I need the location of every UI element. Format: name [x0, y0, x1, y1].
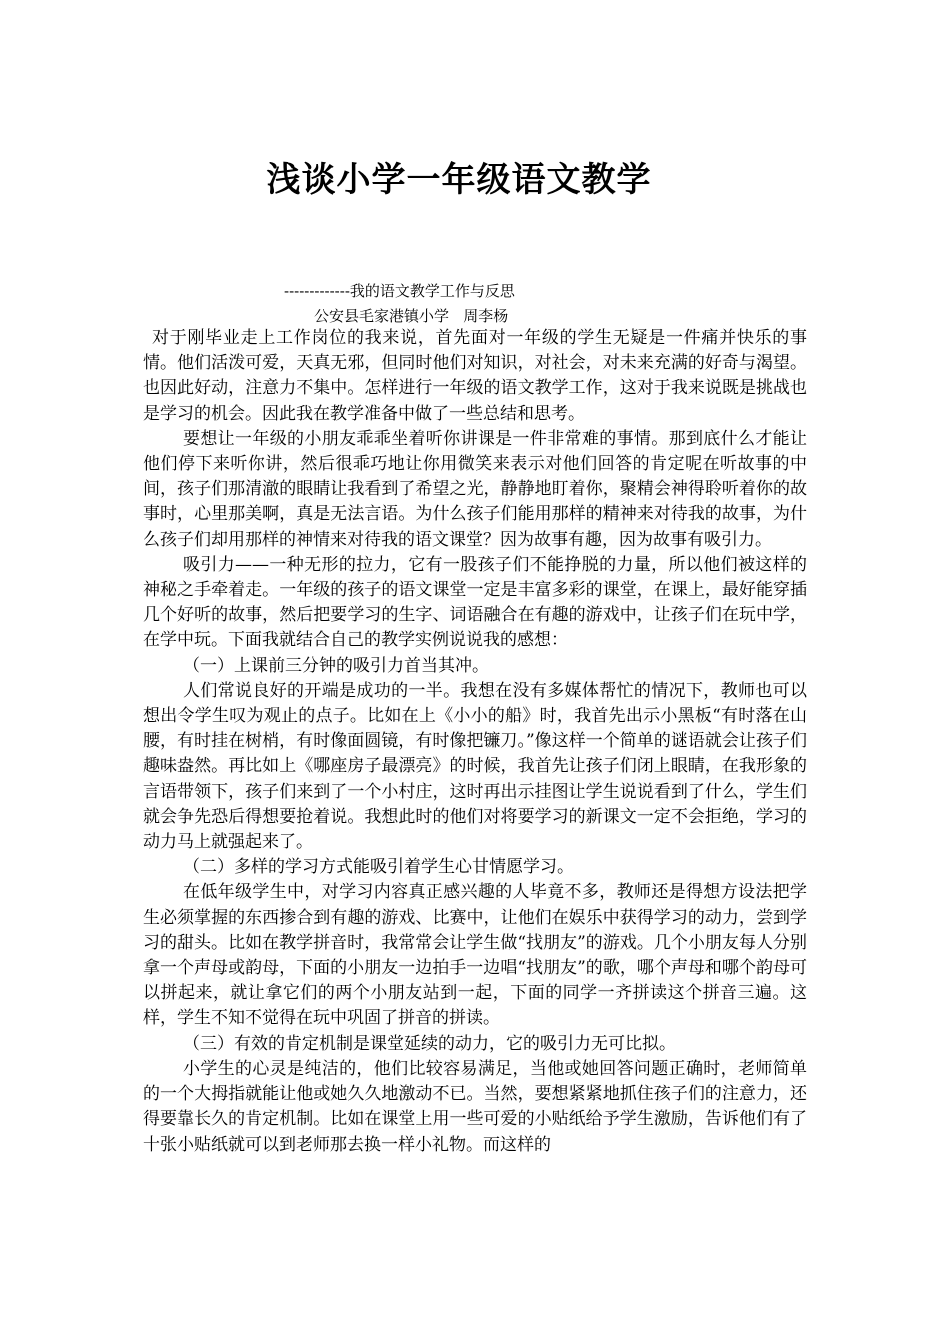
document-subtitle: -------------我的语文教学工作与反思 — [284, 282, 515, 300]
paragraph: 吸引力——一种无形的拉力，它有一股孩子们不能挣脱的力量，所以他们被这样的神秘之手牵着走。一年级的孩子的语文课堂一定是丰富多彩的课堂，在课上，最好能穿插几个好听的故事，然后把要学习的生字、词语融合在有趣的游戏中，让孩子们在玩中学，在学中玩。下面我就结合自己的教学实例说说我的感想： — [143, 554, 807, 651]
paragraph: 人们常说良好的开端是成功的一半。我想在没有多媒体帮忙的情况下，教师也可以想出令学生叹为观止的点子。比如在上《小小的船》时，我首先出示小黑板“有时落在山腰，有时挂在树梢，有时像面圆镜，有时像把镰刀。”像这样一个简单的谜语就会让孩子们趣味盎然。再比如上《哪座房子最漂亮》的时候，我首先让孩子们闭上眼睛，在我形象的言语带领下，孩子们来到了一个小村庄，这时再出示挂图让学生说说看到了什么，学生们就会争先恐后得想要抢着说。我想此时的他们对将要学习的新课文一定不会拒绝，学习的动力马上就强起来了。 — [143, 680, 807, 853]
paragraph: 在低年级学生中，对学习内容真正感兴趣的人毕竟不多，教师还是得想方设法把学生必须掌握的东西掺合到有趣的游戏、比赛中，让他们在娱乐中获得学习的动力，尝到学习的甜头。比如在教学拼音时，我常常会让学生做“找朋友”的游戏。几个小朋友每人分别拿一个声母或韵母，下面的小朋友一边拍手一边唱“找朋友”的歌，哪个声母和哪个韵母可以拼起来，就让拿它们的两个小朋友站到一起，下面的同学一齐拼读这个拼音三遍。这样，学生不知不觉得在玩中巩固了拼音的拼读。 — [143, 882, 807, 1029]
section-heading-3: （三）有效的肯定机制是课堂延续的动力，它的吸引力无可比拟。 — [183, 1033, 676, 1054]
section-heading-1: （一）上课前三分钟的吸引力首当其冲。 — [183, 655, 489, 676]
paragraph: 小学生的心灵是纯洁的，他们比较容易满足，当他或她回答问题正确时，老师简单的一个大拇指就能让他或她久久地激动不已。当然，要想紧紧地抓住孩子们的注意力，还得要靠长久的肯定机制。比如在课堂上用一些可爱的小贴纸给予学生激励，告诉他们有了十张小贴纸就可以到老师那去换一样小礼物。而这样的 — [143, 1058, 807, 1155]
document-author: 公安县毛家港镇小学 周李杨 — [314, 307, 509, 325]
paragraph: 对于刚毕业走上工作岗位的我来说，首先面对一年级的学生无疑是一件痛并快乐的事情。他们活泼可爱，天真无邪，但同时他们对知识，对社会，对未来充满的好奇与渴望。也因此好动，注意力不集中。怎样进行一年级的语文教学工作，这对于我来说既是挑战也是学习的机会。因此我在教学准备中做了一些总结和思考。 — [143, 328, 807, 424]
document-title: 浅谈小学一年级语文教学 — [266, 160, 652, 200]
paragraph: 要想让一年级的小朋友乖乖坐着听你讲课是一件非常难的事情。那到底什么才能让他们停下来听你讲，然后很乖巧地让你用微笑来表示对他们回答的肯定呢在听故事的中间，孩子们那清澈的眼睛让我看到了希望之光，静静地盯着你，聚精会神得聆听着你的故事时，心里那美啊，真是无法言语。为什么孩子们能用那样的精神来对待我的故事，为什么孩子们却用那样的神情来对待我的语文课堂？因为故事有趣，因为故事有吸引力。 — [143, 428, 807, 550]
document-body — [143, 326, 807, 1158]
section-heading-2: （二）多样的学习方式能吸引着学生心甘情愿学习。 — [183, 857, 574, 878]
